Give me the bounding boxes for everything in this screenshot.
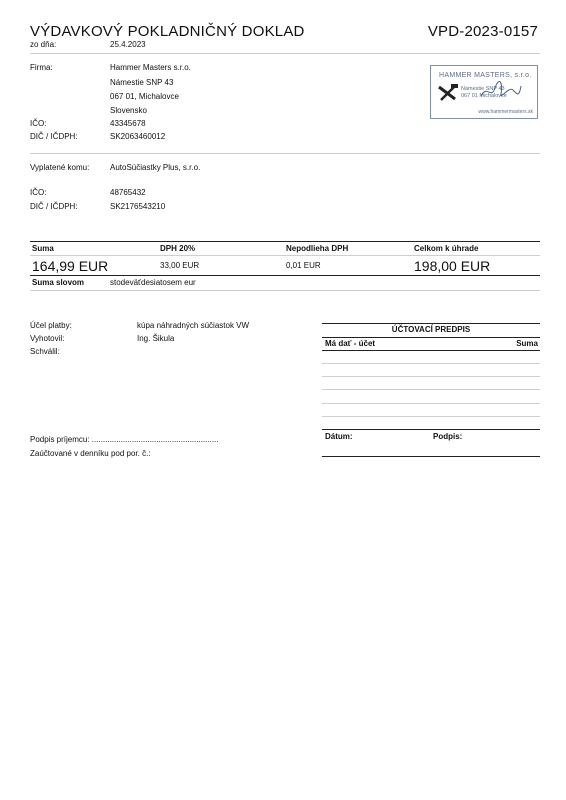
signature-icon: [479, 80, 523, 102]
date-label: zo dňa:: [30, 40, 57, 49]
words-value: stodeväťdesiatosem eur: [110, 278, 196, 287]
accounting-sign-label: Podpis:: [433, 432, 463, 441]
col-dph-header: DPH 20%: [160, 244, 196, 253]
divider: [30, 290, 540, 291]
divider: [30, 275, 540, 276]
company-stamp: [430, 65, 538, 119]
firma-label: Firma:: [30, 63, 53, 72]
company-ico: 43345678: [110, 119, 146, 128]
company-city: 067 01, Michalovce: [110, 92, 179, 101]
col-account-header: Má dať - účet: [325, 339, 376, 348]
purpose-value: kúpa náhradných súčiastok VW: [137, 321, 250, 330]
issued-label: Vyhotovil:: [30, 334, 65, 343]
journal-label: Zaúčtované v denníku pod por. č.:: [30, 449, 151, 458]
accounting-row-line: [322, 363, 540, 364]
words-label: Suma slovom: [32, 278, 85, 287]
recipient-ico: 48765432: [110, 188, 146, 197]
col-sum-header: Suma: [516, 339, 538, 348]
table-top-border: [30, 241, 540, 242]
company-dic-label: DIČ / IČDPH:: [30, 132, 78, 141]
recipient-dic: SK2176543210: [110, 202, 166, 211]
company-dic: SK2063460012: [110, 132, 166, 141]
purpose-label: Účel platby:: [30, 321, 72, 330]
recipient-label: Vyplatené komu:: [30, 163, 90, 172]
suma-value: 164,99 EUR: [32, 258, 109, 274]
divider: [30, 153, 540, 154]
company-street: Námestie SNP 43: [110, 78, 174, 87]
stamp-address-line1: Námestie SNP 43: [461, 86, 505, 92]
accounting-bottom-border: [322, 456, 540, 457]
accounting-top-border: [322, 323, 540, 324]
divider: [322, 337, 540, 338]
divider: [30, 53, 540, 54]
recipient-dic-label: DIČ / IČDPH:: [30, 202, 78, 211]
divider: [30, 255, 540, 256]
date-value: 25.4.2023: [110, 40, 146, 49]
document-title: VÝDAVKOVÝ POKLADNIČNÝ DOKLAD: [30, 23, 305, 40]
issued-value: Ing. Šikula: [137, 334, 175, 343]
dph-value: 33,00 EUR: [160, 261, 200, 270]
recipient-name: AutoSúčiastky Plus, s.r.o.: [110, 163, 201, 172]
col-suma-header: Suma: [32, 244, 54, 253]
nepodlieha-value: 0,01 EUR: [286, 261, 321, 270]
col-celkom-header: Celkom k úhrade: [414, 244, 479, 253]
celkom-value: 198,00 EUR: [414, 258, 491, 274]
document-number: VPD-2023-0157: [427, 23, 538, 40]
divider: [322, 350, 540, 351]
approved-label: Schválil:: [30, 347, 60, 356]
accounting-row-line: [322, 376, 540, 377]
divider: [322, 429, 540, 430]
receiver-sign-label: Podpis príjemcu: .........................................................: [30, 435, 219, 444]
col-nepodlieha-header: Nepodlieha DPH: [286, 244, 349, 253]
stamp-title: HAMMER MASTERS, s.r.o.: [439, 72, 532, 79]
hammer-icon: [437, 84, 459, 102]
stamp-address-line2: 067 01 Michalovce: [461, 93, 507, 99]
company-name: Hammer Masters s.r.o.: [110, 63, 191, 72]
stamp-web: www.hammermasters.sk: [478, 109, 533, 115]
company-ico-label: IČO:: [30, 119, 47, 128]
accounting-title: ÚČTOVACÍ PREDPIS: [391, 325, 471, 334]
accounting-row-line: [322, 389, 540, 390]
company-country: Slovensko: [110, 106, 147, 115]
accounting-row-line: [322, 416, 540, 417]
recipient-ico-label: IČO:: [30, 188, 47, 197]
accounting-row-line: [322, 403, 540, 404]
accounting-date-label: Dátum:: [325, 432, 353, 441]
